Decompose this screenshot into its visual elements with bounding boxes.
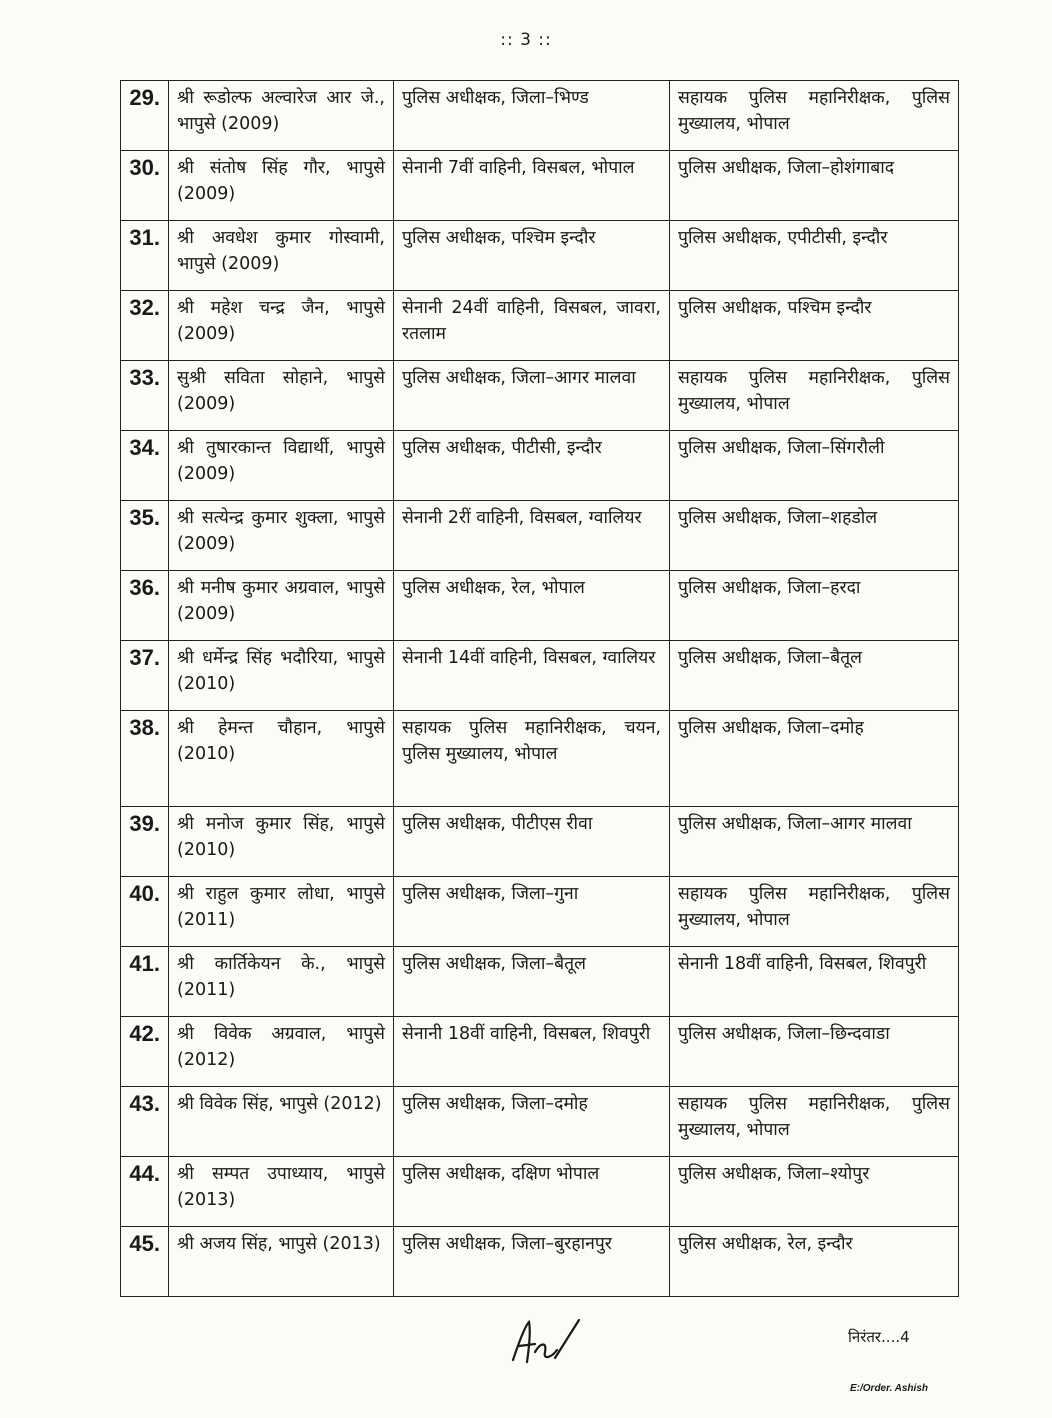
file-reference: E:/Order. Ashish — [850, 1383, 928, 1394]
current-posting: पुलिस अधीक्षक, पीटीएस रीवा — [394, 807, 670, 877]
officer-name: श्री मनीष कुमार अग्रवाल, भापुसे (2009) — [169, 571, 394, 641]
current-posting: सेनानी 14वीं वाहिनी, विसबल, ग्वालियर — [394, 641, 670, 711]
current-posting: सेनानी 2रीं वाहिनी, विसबल, ग्वालियर — [394, 501, 670, 571]
officer-name: श्री राहुल कुमार लोधा, भापुसे (2011) — [169, 877, 394, 947]
officer-name: श्री कार्तिकेयन के., भापुसे (2011) — [169, 947, 394, 1017]
new-posting: पुलिस अधीक्षक, जिला–शहडोल — [670, 501, 959, 571]
current-posting: पुलिस अधीक्षक, पश्चिम इन्दौर — [394, 221, 670, 291]
serial-number: 34. — [121, 431, 169, 501]
new-posting: पुलिस अधीक्षक, जिला–श्योपुर — [670, 1157, 959, 1227]
current-posting: पुलिस अधीक्षक, दक्षिण भोपाल — [394, 1157, 670, 1227]
officer-name: श्री अजय सिंह, भापुसे (2013) — [169, 1227, 394, 1297]
serial-number: 32. — [121, 291, 169, 361]
officer-name: सुश्री सविता सोहाने, भापुसे (2009) — [169, 361, 394, 431]
new-posting: पुलिस अधीक्षक, जिला–दमोह — [670, 711, 959, 807]
table-row — [121, 431, 959, 501]
table-row — [121, 81, 959, 151]
serial-number: 40. — [121, 877, 169, 947]
current-posting: पुलिस अधीक्षक, रेल, भोपाल — [394, 571, 670, 641]
current-posting: पुलिस अधीक्षक, जिला–बुरहानपुर — [394, 1227, 670, 1297]
table-row — [121, 221, 959, 291]
table-row — [121, 501, 959, 571]
officer-name: श्री विवेक सिंह, भापुसे (2012) — [169, 1087, 394, 1157]
table-row — [121, 947, 959, 1017]
officer-name: श्री तुषारकान्त विद्यार्थी, भापुसे (2009) — [169, 431, 394, 501]
current-posting: पुलिस अधीक्षक, जिला–बैतूल — [394, 947, 670, 1017]
current-posting: सेनानी 7वीं वाहिनी, विसबल, भोपाल — [394, 151, 670, 221]
officer-name: श्री संतोष सिंह गौर, भापुसे (2009) — [169, 151, 394, 221]
serial-number: 44. — [121, 1157, 169, 1227]
table-row — [121, 151, 959, 221]
table-row — [121, 361, 959, 431]
serial-number: 36. — [121, 571, 169, 641]
officer-name: श्री महेश चन्द्र जैन, भापुसे (2009) — [169, 291, 394, 361]
table-body — [121, 81, 959, 1297]
current-posting: पुलिस अधीक्षक, पीटीसी, इन्दौर — [394, 431, 670, 501]
new-posting: सहायक पुलिस महानिरीक्षक, पुलिस मुख्यालय, भोपाल — [670, 361, 959, 431]
serial-number: 39. — [121, 807, 169, 877]
current-posting: सहायक पुलिस महानिरीक्षक, चयन, पुलिस मुख्यालय, भोपाल — [394, 711, 670, 807]
new-posting: पुलिस अधीक्षक, रेल, इन्दौर — [670, 1227, 959, 1297]
transfer-table — [120, 80, 959, 1297]
serial-number: 33. — [121, 361, 169, 431]
officer-name: श्री मनोज कुमार सिंह, भापुसे (2010) — [169, 807, 394, 877]
table-row — [121, 877, 959, 947]
continued-note: निरंतर....4 — [848, 1328, 910, 1346]
officer-name: श्री रूडोल्फ अल्वारेज आर जे., भापुसे (2009) — [169, 81, 394, 151]
serial-number: 43. — [121, 1087, 169, 1157]
signature — [505, 1312, 585, 1372]
officer-name: श्री सम्पत उपाध्याय, भापुसे (2013) — [169, 1157, 394, 1227]
current-posting: सेनानी 18वीं वाहिनी, विसबल, शिवपुरी — [394, 1017, 670, 1087]
officer-name: श्री सत्येन्द्र कुमार शुक्ला, भापुसे (2009) — [169, 501, 394, 571]
new-posting: पुलिस अधीक्षक, जिला–बैतूल — [670, 641, 959, 711]
table-row — [121, 1157, 959, 1227]
page-number: :: 3 :: — [500, 30, 552, 50]
officer-name: श्री हेमन्त चौहान, भापुसे (2010) — [169, 711, 394, 807]
new-posting: सेनानी 18वीं वाहिनी, विसबल, शिवपुरी — [670, 947, 959, 1017]
current-posting: सेनानी 24वीं वाहिनी, विसबल, जावरा, रतलाम — [394, 291, 670, 361]
new-posting: पुलिस अधीक्षक, एपीटीसी, इन्दौर — [670, 221, 959, 291]
serial-number: 45. — [121, 1227, 169, 1297]
table-row — [121, 1227, 959, 1297]
serial-number: 41. — [121, 947, 169, 1017]
current-posting: पुलिस अधीक्षक, जिला–गुना — [394, 877, 670, 947]
officer-name: श्री धर्मेन्द्र सिंह भदौरिया, भापुसे (2010) — [169, 641, 394, 711]
new-posting: सहायक पुलिस महानिरीक्षक, पुलिस मुख्यालय, भोपाल — [670, 1087, 959, 1157]
new-posting: पुलिस अधीक्षक, जिला–सिंगरौली — [670, 431, 959, 501]
current-posting: पुलिस अधीक्षक, जिला–दमोह — [394, 1087, 670, 1157]
current-posting: पुलिस अधीक्षक, जिला–भिण्ड — [394, 81, 670, 151]
serial-number: 37. — [121, 641, 169, 711]
officer-name: श्री अवधेश कुमार गोस्वामी, भापुसे (2009) — [169, 221, 394, 291]
table-row — [121, 1087, 959, 1157]
table-row — [121, 571, 959, 641]
table-row — [121, 1017, 959, 1087]
table-row — [121, 291, 959, 361]
serial-number: 29. — [121, 81, 169, 151]
serial-number: 31. — [121, 221, 169, 291]
serial-number: 30. — [121, 151, 169, 221]
new-posting: पुलिस अधीक्षक, पश्चिम इन्दौर — [670, 291, 959, 361]
new-posting: सहायक पुलिस महानिरीक्षक, पुलिस मुख्यालय, भोपाल — [670, 81, 959, 151]
table-row — [121, 711, 959, 807]
new-posting: पुलिस अधीक्षक, जिला–छिन्दवाडा — [670, 1017, 959, 1087]
table-row — [121, 807, 959, 877]
new-posting: पुलिस अधीक्षक, जिला–हरदा — [670, 571, 959, 641]
table-row — [121, 641, 959, 711]
new-posting: सहायक पुलिस महानिरीक्षक, पुलिस मुख्यालय, भोपाल — [670, 877, 959, 947]
new-posting: पुलिस अधीक्षक, जिला–आगर मालवा — [670, 807, 959, 877]
serial-number: 42. — [121, 1017, 169, 1087]
new-posting: पुलिस अधीक्षक, जिला–होशंगाबाद — [670, 151, 959, 221]
serial-number: 38. — [121, 711, 169, 807]
officer-name: श्री विवेक अग्रवाल, भापुसे (2012) — [169, 1017, 394, 1087]
serial-number: 35. — [121, 501, 169, 571]
current-posting: पुलिस अधीक्षक, जिला–आगर मालवा — [394, 361, 670, 431]
